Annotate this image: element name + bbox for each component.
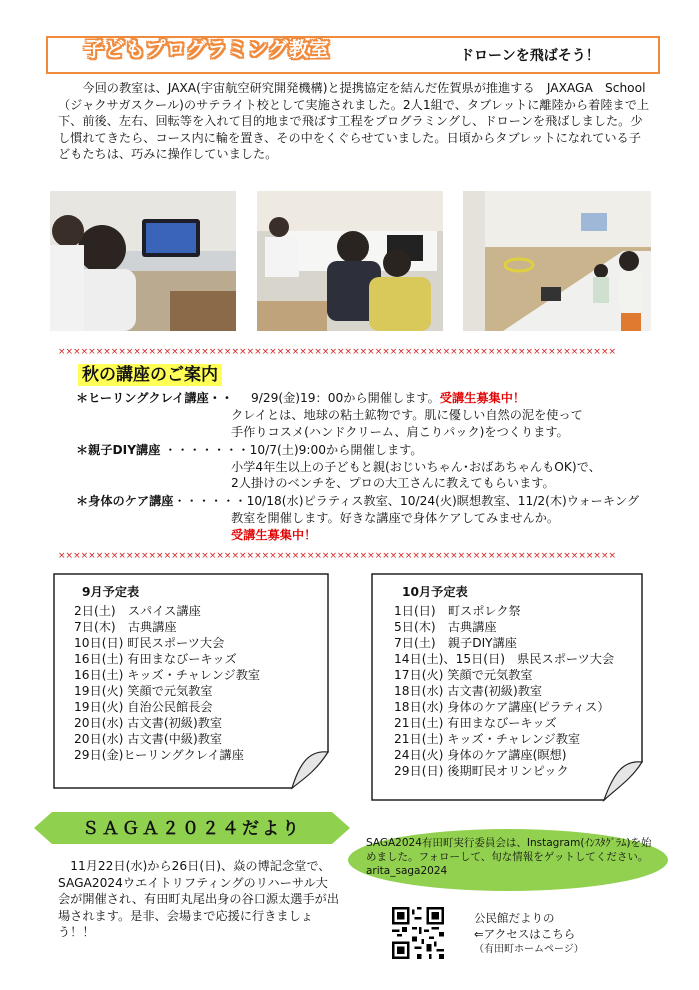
course-name: ＊親子DIY講座 — [76, 443, 161, 457]
schedule-item: 17日(火) 笑顔で元気教室 — [394, 668, 533, 682]
intro-text — [58, 80, 650, 163]
schedule-title: 9月予定表 — [82, 585, 140, 599]
recruit-badge: 受講生募集中！ — [231, 528, 317, 542]
schedule-item: 20日(水) 古文書(中級)教室 — [74, 732, 223, 746]
photo-children-desk — [257, 191, 443, 331]
divider-bottom: ×××××××××××××××××××××××××××××××××××××××××××××××××××××××××××××××××××××××××× — [58, 551, 617, 561]
schedule-item: 7日(木) 古典講座 — [74, 620, 177, 634]
schedule-item: 1日(日) 町スポレク祭 — [394, 604, 521, 618]
schedule-item: 29日(金)ヒーリングクレイ講座 — [74, 748, 244, 762]
schedule-item: 21日(土) 有田まなびーキッズ — [394, 716, 557, 730]
october-schedule — [394, 584, 614, 779]
photo-children-tablet — [50, 191, 236, 331]
schedule-title: 10月予定表 — [402, 585, 468, 599]
autumn-section-title: 秋の講座のご案内 — [78, 364, 222, 386]
access-note: （有田町ホームページ） — [474, 944, 584, 955]
saga-title: ＳＡＧＡ２０２４だより — [82, 819, 302, 839]
schedule-item: 7日(土) 親子DIY講座 — [394, 636, 517, 650]
page-subtitle: ドローンを飛ばそう！ — [460, 48, 600, 64]
course-date: ・・・・・・・10/7(土)9:00から開催します。 — [160, 443, 423, 457]
course-desc-line: 教室を開催します。好きな講座で身体ケアしてみませんか。 — [231, 511, 560, 525]
intro-paragraph: 今回の教室は、JAXA(宇宙航空研究開発機構)と提携協定を結んだ佐賀県が推進する JAXAGA School（ジャクサガスクール)のサテライト校として実施されました。2人1組で、タブレットに離陸から着陸まで上下、前後、左右、回転等を入れて目的地まで飛ばす工程をプログラミングし、ドローンを飛ばしました。少し慣れてきたら、コース内に輪を置き、その中をくぐらせていました。日頃からタブレットになれている子どもたちは、巧みに操作していました。 — [58, 81, 650, 161]
schedule-item: 19日(火) 自治公民館長会 — [74, 700, 213, 714]
schedule-item: 24日(火) 身体のケア講座(瞑想) — [394, 748, 567, 762]
schedule-item: 14日(土)、15日(日) 県民スポーツ大会 — [394, 652, 615, 666]
schedule-item: 20日(水) 古文書(初級)教室 — [74, 716, 223, 730]
schedule-item: 29日(日) 後期町民オリンピック — [394, 764, 569, 778]
qr-code[interactable] — [392, 907, 444, 959]
photo-hall-drone — [463, 191, 651, 331]
divider-top: ×××××××××××××××××××××××××××××××××××××××××××××××××××××××××××××××××××××××××× — [58, 347, 617, 357]
course-name: ＊ヒーリングクレイ講座・・ — [76, 391, 234, 405]
course-name: ＊身体のケア講座 — [76, 494, 174, 508]
schedule-item: 16日(土) キッズ・チャレンジ教室 — [74, 668, 261, 682]
access-line: ⇐アクセスはこちら — [474, 927, 576, 941]
schedule-item: 10日(日) 町民スポーツ大会 — [74, 636, 225, 650]
course-diy — [76, 442, 423, 459]
schedule-item: 2日(土) スパイス講座 — [74, 604, 201, 618]
access-line: 公民館だよりの — [474, 911, 555, 925]
saga-body — [58, 858, 340, 941]
access-info — [474, 910, 584, 958]
schedule-item: 16日(土) 有田まなびーキッズ — [74, 652, 237, 666]
schedule-item: 5日(木) 古典講座 — [394, 620, 497, 634]
instagram-notice: SAGA2024有田町実行委員会は、Instagram(ｲﾝｽﾀｸﾞﾗﾑ)を始めました。フォローして、旬な情報をゲットしてください。 arita_saga2024 — [366, 837, 665, 877]
saga-paragraph: 11月22日(水)から26日(日)、焱の博記念堂で、SAGA2024ウエイトリフティングのリハーサル大会が開催され、有田町丸尾出身の谷口源太選手が出場されます。是非、会場まで応援に行きましょう！！ — [58, 859, 340, 939]
september-schedule — [74, 584, 260, 763]
schedule-item: 18日(水) 身体のケア講座(ピラティス） — [394, 700, 610, 714]
course-desc-line: 小学4年生以上の子どもと親(おじいちゃん･おばあちゃんもOK)で、 — [231, 460, 601, 474]
course-desc-line: 2人掛けのベンチを、プロの大工さんに教えてもらいます。 — [231, 476, 555, 490]
course-body-care — [76, 493, 639, 510]
course-healing-clay — [76, 390, 525, 407]
page-title: 子どもプログラミング教室 — [84, 37, 330, 61]
course-desc-line: クレイとは、地球の粘土鉱物です。肌に優しい自然の泥を使って — [231, 408, 583, 422]
recruit-badge: 受講生募集中！ — [439, 391, 526, 405]
course-date: ・・・・・・10/18(水)ピラティス教室、10/24(火)瞑想教室、11/2(木)ウォーキング — [173, 494, 640, 508]
course-desc-line: 手作りコスメ(ハンドクリーム、肩こりパック)をつくります。 — [231, 425, 569, 439]
schedule-item: 18日(水) 古文書(初級)教室 — [394, 684, 543, 698]
course-date: 9/29(金)19：00から開催します。 — [250, 391, 440, 405]
schedule-item: 21日(土) キッズ・チャレンジ教室 — [394, 732, 581, 746]
schedule-item: 19日(火) 笑顔で元気教室 — [74, 684, 213, 698]
